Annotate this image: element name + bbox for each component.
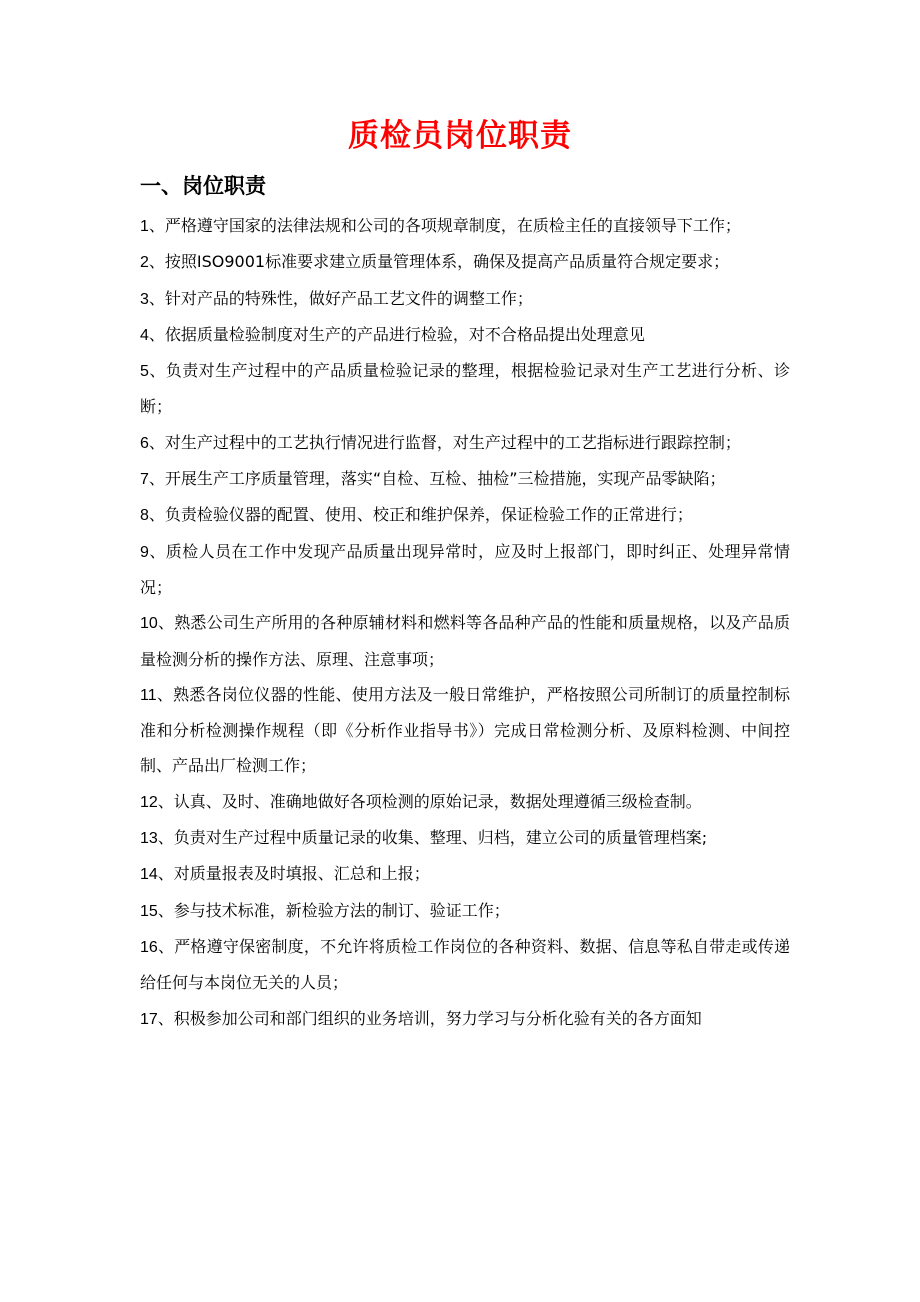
duty-text: 、参与技术标准，新检验方法的制订、验证工作； xyxy=(157,900,510,920)
duty-number: 12 xyxy=(140,793,158,811)
duty-item xyxy=(140,784,790,820)
duty-item xyxy=(140,461,790,497)
duty-text: 、严格遵守保密制度，不允许将质检工作岗位的各种资料、数据、信息等私自带走或传递给任何与本岗位无关的人员； xyxy=(140,936,790,993)
duty-number: 15 xyxy=(140,902,158,920)
duty-text: 、对质量报表及时填报、汇总和上报； xyxy=(157,864,430,884)
duty-number: 3 xyxy=(140,290,149,308)
duty-number: 16 xyxy=(140,938,158,956)
duty-text: 、认真、及时、准确地做好各项检测的原始记录，数据处理遵循三级检查制。 xyxy=(157,791,702,811)
duty-text: 、质检人员在工作中发现产品质量出现异常时，应及时上报部门，即时纠正、处理异常情况； xyxy=(140,541,790,597)
duty-number: 6 xyxy=(140,434,149,452)
duty-text: 、按照ISO9001标准要求建立质量管理体系，确保及提高产品质量符合规定要求； xyxy=(148,252,730,272)
duty-number: 13 xyxy=(140,830,158,848)
duty-number: 7 xyxy=(140,471,149,489)
section-heading: 一、岗位职责 xyxy=(140,174,266,198)
duty-item xyxy=(140,677,790,784)
duty-item xyxy=(140,497,790,533)
duty-number: 1 xyxy=(140,218,149,235)
duty-text: 、负责对生产过程中质量记录的收集、整理、归档，建立公司的质量管理档案; xyxy=(157,828,708,848)
duty-number: 11 xyxy=(140,686,157,704)
duty-number: 5 xyxy=(140,363,149,381)
duty-item xyxy=(140,425,790,461)
duty-text: 、严格遵守国家的法律法规和公司的各项规章制度，在质检主任的直接领导下工作； xyxy=(148,216,741,235)
duty-number: 2 xyxy=(140,254,149,272)
duty-item xyxy=(140,208,790,244)
duty-number: 9 xyxy=(140,543,149,561)
duty-number: 10 xyxy=(140,615,158,633)
duty-item xyxy=(140,856,790,892)
duty-number: 8 xyxy=(140,507,149,525)
duty-text: 、负责对生产过程中的产品质量检验记录的整理，根据检验记录对生产工艺进行分析、诊断； xyxy=(140,361,790,417)
duty-item xyxy=(140,605,790,677)
duty-text: 、熟悉公司生产所用的各种原辅材料和燃料等各品种产品的性能和质量规格，以及产品质量检测分析的操作方法、原理、注意事项； xyxy=(140,613,790,669)
duty-item xyxy=(140,317,790,353)
duty-item xyxy=(140,929,790,1001)
duty-text: 、积极参加公司和部门组织的业务培训，努力学习与分析化验有关的各方面知 xyxy=(157,1008,702,1028)
duty-number: 4 xyxy=(140,326,149,344)
duty-number: 17 xyxy=(140,1010,158,1028)
duty-item xyxy=(140,281,790,317)
duty-item xyxy=(140,893,790,929)
duty-item xyxy=(140,820,790,856)
duty-text: 、开展生产工序质量管理，落实“自检、互检、抽检”三检措施，实现产品零缺陷； xyxy=(148,469,726,489)
duty-text: 、对生产过程中的工艺执行情况进行监督，对生产过程中的工艺指标进行跟踪控制； xyxy=(148,432,741,452)
duty-item xyxy=(140,1001,790,1037)
duty-item xyxy=(140,534,790,606)
duty-item xyxy=(140,244,790,280)
duty-text: 、依据质量检验制度对生产的产品进行检验，对不合格品提出处理意见 xyxy=(148,324,645,344)
duty-number: 14 xyxy=(140,866,158,884)
duty-text: 、负责检验仪器的配置、使用、校正和维护保养，保证检验工作的正常进行； xyxy=(148,505,693,525)
duty-text: 、熟悉各岗位仪器的性能、使用方法及一般日常维护，严格按照公司所制订的质量控制标准和分析检测操作规程（即《分析作业指导书》）完成日常检测分析、及原料检测、中间控制、产品出厂检测工作； xyxy=(140,684,790,776)
duty-list xyxy=(140,208,790,1208)
duty-text: 、针对产品的特殊性，做好产品工艺文件的调整工作； xyxy=(148,288,533,308)
document-title: 质检员岗位职责 xyxy=(348,118,572,154)
duty-item xyxy=(140,353,790,425)
